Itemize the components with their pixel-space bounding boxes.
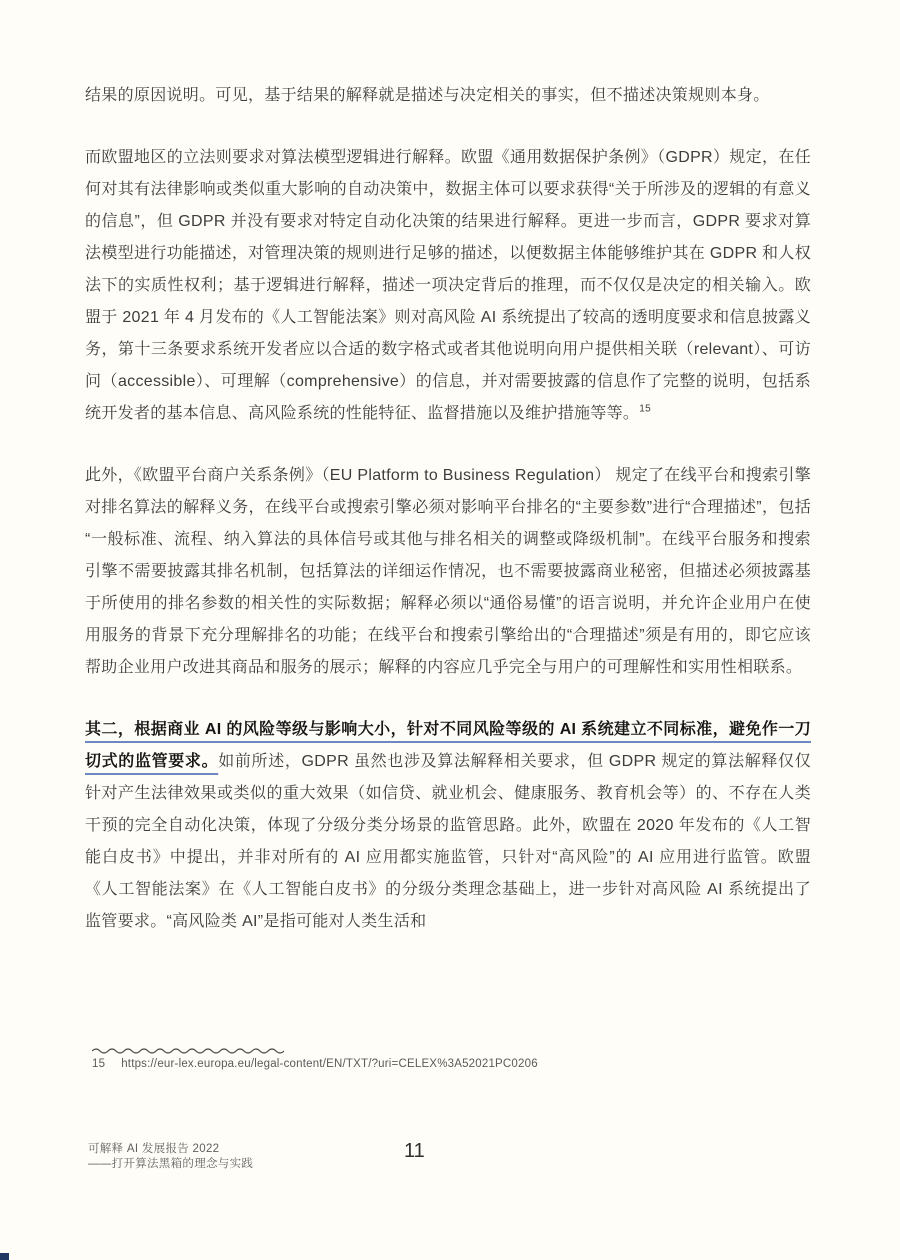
footnote-reference-15: 15	[639, 403, 651, 415]
report-subtitle: ——打开算法黑箱的理念与实践	[88, 1158, 254, 1170]
footnote-entry	[92, 1058, 792, 1070]
footnote-separator-squiggle	[92, 1046, 284, 1054]
corner-accent-mark	[0, 1253, 9, 1260]
paragraph-risk-tiers-body: 如前所述，GDPR 虽然也涉及算法解释相关要求，但 GDPR 规定的算法解释仅仅针对产生法律效果或类似的重大效果（如信贷、就业机会、健康服务、教育机会等）的、不存在人类干预的完全自动化决策，体现了分级分类分场景的监管思路。此外，欧盟在 2020 年发布的《人工智能白皮书》中提出，并非对所有的 AI 应用都实施监管，只针对“高风险”的 AI 应用进行监管。欧盟《人工智能法案》在《人工智能白皮书》的分级分类理念基础上，进一步针对高风险 AI 系统提出了监管要求。“高风险类 AI”是指可能对人类生活和	[85, 753, 811, 930]
page-number: 11	[404, 1140, 425, 1162]
paragraph-p2b-regulation: 此外，《欧盟平台商户关系条例》（EU Platform to Business Regulation） 规定了在线平台和搜索引擎对排名算法的解释义务，在线平台或搜索引擎必须对影响平台排名的“主要参数”进行“合理描述”，包括“一般标准、流程、纳入算法的具体信号或其他与排名相关的调整或降级机制”。在线平台服务和搜索引擎不需要披露其排名机制，包括算法的详细运作情况，也不需要披露商业秘密，但描述必须披露基于所使用的排名参数的相关性的实际数据；解释必须以“通俗易懂”的语言说明，并允许企业用户在使用服务的背景下充分理解排名的功能；在线平台和搜索引擎给出的“合理描述”须是有用的，即它应该帮助企业用户改进其商品和服务的展示；解释的内容应几乎完全与用户的可理解性和实用性相联系。	[85, 467, 811, 676]
paragraph-eu-gdpr	[85, 142, 811, 430]
paragraph-risk-tiers	[85, 714, 811, 938]
footnote-url[interactable]: https://eur-lex.europa.eu/legal-content/EN/TXT/?uri=CELEX%3A52021PC0206	[121, 1058, 538, 1070]
page-content	[85, 80, 811, 938]
paragraph-risk-tiers-bold-lead: 其二，根据商业 AI 的风险等级与影响大小，针对不同风险等级的 AI 系统建立不同标准，避免作一刀切式的监管要求。	[85, 721, 811, 770]
paragraph-result-explanation: 结果的原因说明。可见，基于结果的解释就是描述与决定相关的事实，但不描述决策规则本身。	[85, 87, 770, 104]
report-title-block	[88, 1142, 253, 1172]
paragraph-eu-gdpr-text: 而欧盟地区的立法则要求对算法模型逻辑进行解释。欧盟《通用数据保护条例》（GDPR）规定，在任何对其有法律影响或类似重大影响的自动决策中，数据主体可以要求获得“关于所涉及的逻辑的有意义的信息”，但 GDPR 并没有要求对特定自动化决策的结果进行解释。更进一步而言，GDPR 要求对算法模型进行功能描述，对管理决策的规则进行足够的描述，以便数据主体能够维护其在 GDPR 和人权法下的实质性权利；基于逻辑进行解释，描述一项决定背后的推理，而不仅仅是决定的相关输入。欧盟于 2021 年 4 月发布的《人工智能法案》则对高风险 AI 系统提出了较高的透明度要求和信息披露义务，第十三条要求系统开发者应以合适的数字格式或者其他说明向用户提供相关联（relevant）、可访问（accessible）、可理解（comprehensive）的信息，并对需要披露的信息作了完整的说明，包括系统开发者的基本信息、高风险系统的性能特征、监督措施以及维护措施等等。	[85, 149, 811, 422]
footnote-area	[92, 1046, 792, 1070]
footnote-number: 15	[92, 1058, 106, 1070]
report-title: 可解释 AI 发展报告 2022	[88, 1143, 220, 1155]
